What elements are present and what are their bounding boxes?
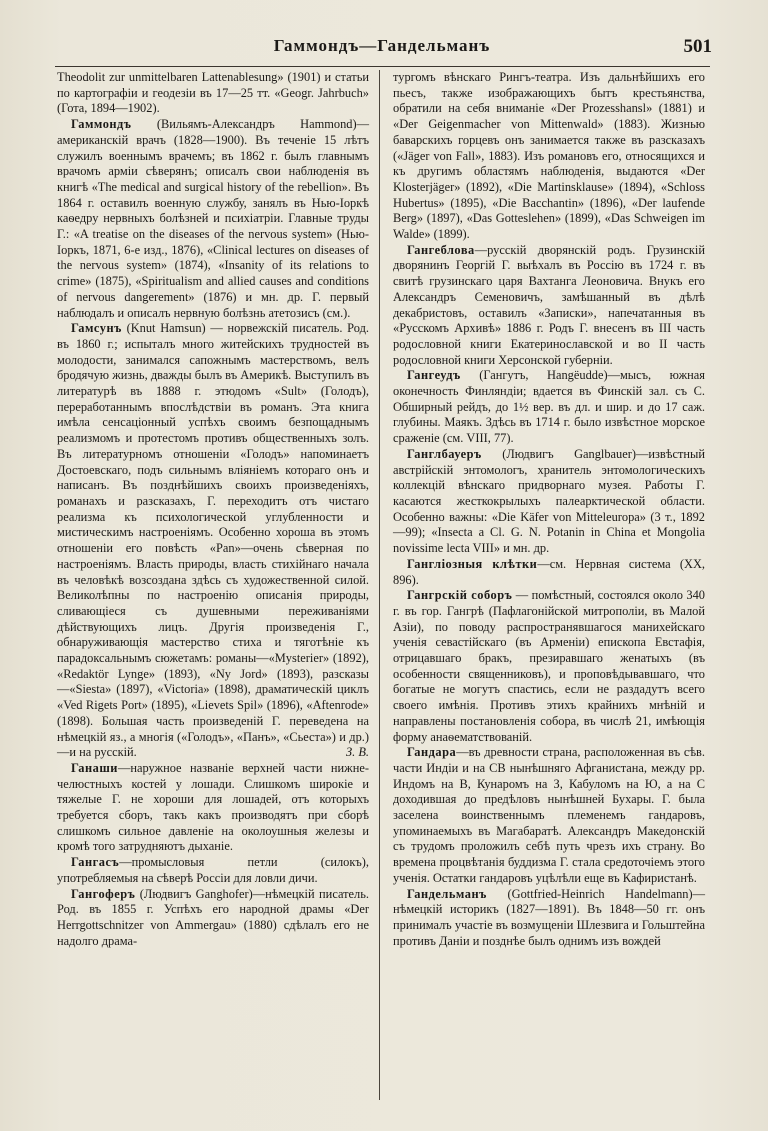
article-entry	[57, 887, 369, 950]
page-header	[52, 36, 712, 62]
entry-text: —въ древности страна, расположенная въ сѣв. части Индіи и на СВ нынѣшняго Афганистана, между рр. Индомъ на В, Кунаромъ на З, Кабуломъ на Ю, а на С доходившая до предѣловъ нынѣшней Бухары. Г. была заселена воинственнымъ племенемъ гандаровъ, упоминаемыхъ въ Магабаратѣ. Александръ Македонскій съ трудомъ проложилъ себѣ путь чрезъ ихъ страну. Во времена процвѣтанія буддизма Г. стала средоточіемъ этого ученія. Остатки гандаровъ уцѣлѣли еще въ Кафиристанѣ.	[393, 745, 705, 885]
running-title: Гаммондъ—Гандельманъ	[273, 36, 491, 55]
article-entry	[393, 243, 705, 369]
article-entry	[57, 117, 369, 321]
article-entry	[393, 588, 705, 745]
entry-headword: Ганглбауеръ	[407, 446, 482, 461]
header-rule	[55, 66, 710, 67]
entry-text: Theodolit zur unmittelbaren Lattenablesung» (1901) и статьи по картографіи и геодезіи въ 17—25 тт. «Geogr. Jahrbuch» (Гота, 1894—1902).	[57, 70, 369, 116]
article-entry	[57, 855, 369, 886]
article-entry	[57, 70, 369, 117]
entry-text: —наружное названіе верхней части нижне-челюстныхъ костей у лошади. Слишкомъ широкіе и тяжелые Г. не хороши для лошадей, отъ которыхъ требуется сборъ, такъ какъ производятъ при сборѣ слишкомъ сильное давленіе на околоушныя железы и кромѣ того затрудняютъ дыханіе.	[57, 760, 369, 854]
entry-text: — помѣстный, состоялся около 340 г. въ гор. Гангрѣ (Пафлагонійской митрополіи, въ Малой Азіи), по поводу распространявшагося манихейскаго ученія севастійскаго (въ Арменіи) епископа Евстафія, отрицавшаго бракъ, презиравшаго женатыхъ (въ особенности священниковъ), и проповѣдывавшаго, что богатые не могутъ спастись, если не раздадутъ всего своего имѣнія. Противъ этихъ крайнихъ мнѣній и направлены постановленія собора, въ числѣ 21, имѣющія форму анаѳематствованій.	[393, 588, 705, 744]
entry-text: (Людвигъ Ganghofer)—нѣмецкій писатель. Род. въ 1855 г. Успѣхъ его народной драмы «Der Herrgottschnitzer von Ammergau» (1880) сдѣлалъ его не надолго драма-	[57, 886, 369, 948]
article-entry	[393, 887, 705, 950]
article-entry	[393, 447, 705, 557]
author-signature: З. В.	[346, 745, 369, 760]
entry-text: (Knut Hamsun) — норвежскій писатель. Род. въ 1860 г.; испыталъ много житейскихъ трудностей въ молодости, занимался сапожнымъ мастерствомъ, велъ бродячую жизнь, дважды былъ въ Америкѣ. Выступилъ въ литературѣ въ 1888 г. этюдомъ «Sult» (Голодъ), переработаннымъ впослѣдствіи въ романъ. Эта книга имѣла сенсаціонный успѣхъ своимъ безпощаднымъ реализмомъ и протестомъ противъ общественныхъ золъ. Въ литературномъ отношеніи «Голодъ» напоминаетъ Достоевскаго, подъ сильнымъ вліяніемъ котораго онъ и написанъ. Въ позднѣйшихъ своихъ произведеніяхъ, романахъ и разсказахъ, Г. переходитъ отъ чистаго реализма къ психологической углубленности и мистическимъ настроеніямъ. Особенно хороша въ этомъ отношеніи его повѣсть «Pan»—очень сѣверная по настроеніямъ. Власть природы, власть стихійнаго начала въ человѣкѣ возсоздана здѣсь съ художественной силой. Великолѣпны по настроенію описанія природы, сливающіеся съ душевными переживаніями дѣйствующихъ лицъ. Другія произведенія Г., обнаруживающія мастерство стиха и тяготѣніе къ парадоксальнымъ сюжетамъ: романы—«Mysterier» (1892), «Redaktör Lynge» (1893), «Ny Jord» (1893), разсказы—«Siesta» (1897), «Victoria» (1898), драматическій циклъ «Ved Rigets Port» (1895), «Lievets Spil» (1896), «Aftenrode» (1898). Большая часть произведеній Г. переведена на нѣмецкій яз., а многія («Голодъ», «Панъ», «Сьеста») и др.)—и на русскій.	[57, 321, 369, 760]
article-entry	[393, 368, 705, 447]
article-entry	[393, 557, 705, 588]
article-entry	[57, 761, 369, 855]
entry-headword: Гандара	[407, 745, 457, 760]
column-divider	[379, 70, 380, 1100]
entry-headword: Гангеудъ	[407, 368, 461, 383]
entry-text: тургомъ вѣнскаго Рингъ-театра. Изъ дальнѣйшихъ его пьесъ, также изображающихъ бытъ крестьянства, обратили на себя вниманіе «Der Prozesshansl» (1881) и «Der Geigenmacher von Mittenwald» (1883). Жизнью баварскихъ горцевъ онъ занимается также въ разсказахъ («Jäger von Fall», 1883). Изъ романовъ его, относящихся и къ другимъ областямъ наблюденія, выдаются «Der Klosterjäger» (1892), «Die Martinsklause» (1894), «Schloss Hubertus» (1895), «Die Bacchantin» (1896), «Der laufende Berg» (1897), «Das Gotteslehen» (1899), «Das Schweigen im Walde» (1899).	[393, 70, 705, 242]
entry-headword: Гангрскій соборъ	[407, 588, 513, 603]
entry-text: (Гангутъ, Hangëudde)—мысъ, южная оконечность Финляндіи; вдается въ Финскій зал. съ С. Обширный рейдъ, до 1½ вер. въ дл. и шир. и до 17 саж. глубины. Маякъ. Здѣсь въ 1714 г. было извѣстное морское сраженіе (см. VIII, 77).	[393, 368, 705, 446]
entry-headword: Гангоферъ	[71, 886, 136, 901]
entry-text: (Вильямъ-Александръ Hammond)—американскій врачъ (1828—1900). Въ теченіе 15 лѣтъ служилъ военнымъ врачемъ; въ 1862 г. былъ главнымъ врачомъ арміи сѣверянъ; описалъ свои наблюденія въ книгѣ «The medical and surgical history of the rebellion». Въ 1864 г. оставилъ военную службу, занялъ въ Нью-Іоркѣ каѳедру нервныхъ болѣзней и психіатріи. Главные труды Г.: «A treatise on the diseases of the nervous system» (Нью-Іоркъ, 1871, 6-е изд., 1876), «Clinical lectures on diseases of the nervous system» (1874), «Insanity of its relations to crime» (1875), «Spiritualism and allied causes and conditions of nervous dangerement» (1876) и мн. др. Г. первый наблюдалъ и описалъ нервную болѣзнь атетозисъ (см.).	[57, 117, 369, 320]
entry-headword: Ганглiозныя клѣтки	[407, 556, 538, 571]
entry-headword: Ганаши	[71, 760, 118, 775]
entry-headword: Гангеблова	[407, 242, 475, 257]
entry-text: —русскій дворянскій родъ. Грузинскій дворянинъ Георгій Г. выѣхалъ въ Россію въ 1724 г. въ свитѣ грузинскаго царя Вахтанга Леоновича. Внукъ его Александръ Семеновичъ, замѣшанный въ дѣлѣ декабристовъ, оставилъ «Записки», напечатанныя въ «Русскомъ Архивѣ» 1886 г. Родъ Г. внесенъ въ III часть родословной книги Екатеринославской и во II часть родословной книги Херсонской губерніи.	[393, 242, 705, 367]
right-column	[393, 70, 705, 949]
entry-text: —промысловыя петли (силокъ), употребляемыя на сѣверѣ Россіи для ловли дичи.	[57, 855, 369, 885]
article-entry	[393, 70, 705, 243]
entry-headword: Гандельманъ	[407, 886, 487, 901]
article-entry	[57, 321, 369, 761]
page-number: 501	[683, 36, 712, 57]
entry-text: (Людвигъ Ganglbauer)—извѣстный австрійскій энтомологъ, хранитель энтомологическихъ коллекцій вѣнскаго придворнаго музея. Работы Г. касаются жесткокрылыхъ палеарктической области. Особенно важны: «Die Käfer von Mitteleuropa» (3 т., 1892—99); «Insecta a Cl. G. N. Potanin in China et Mongolia novissime lecta VIII» и мн. др.	[393, 446, 705, 556]
entry-headword: Гамсунъ	[71, 321, 122, 336]
entry-text: —см. Нервная система (XX, 896).	[393, 556, 705, 587]
entry-headword: Гаммондъ	[71, 117, 132, 132]
article-entry	[393, 745, 705, 886]
entry-text: (Gottfried-Heinrich Handelmann)—нѣмецкій историкъ (1827—1891). Въ 1848—50 гг. онъ принималъ участіе въ возмущеніи Шлезвига и Гольштейна противъ Даніи и позднѣе былъ однимъ изъ вождей	[393, 886, 705, 948]
entry-headword: Гангасъ	[71, 855, 120, 870]
left-column	[57, 70, 369, 949]
